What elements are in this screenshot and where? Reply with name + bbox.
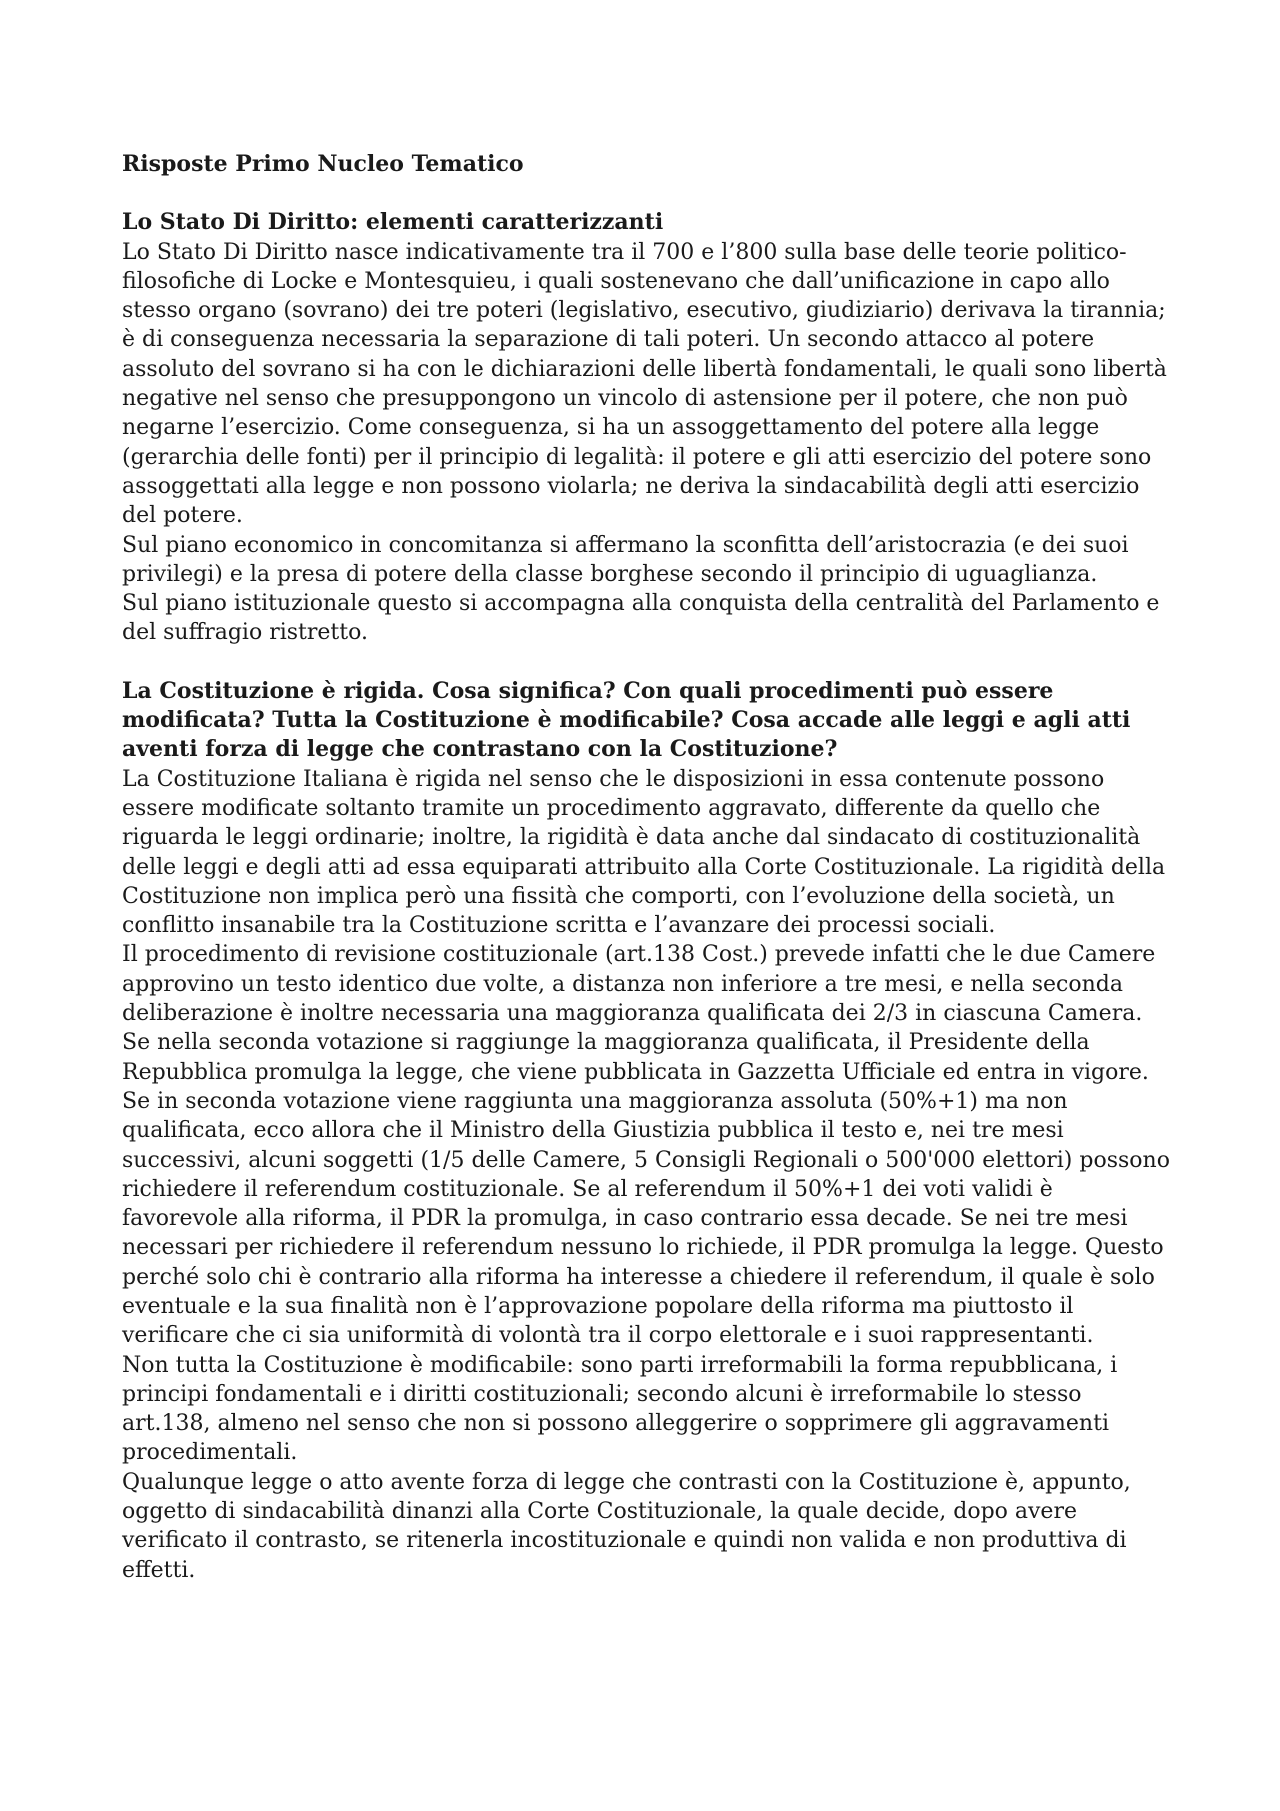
document-title: Risposte Primo Nucleo Tematico [122,151,524,177]
paragraph: La Costituzione Italiana è rigida nel senso che le disposizioni in essa contenute possono essere modificate soltanto tramite un procedimento aggravato, differente da quello che riguarda le leggi ordinarie; inoltre, la rigidità è data anche dal sindacato di costituzionalità delle leggi e degli atti ad essa equiparati attribuito alla Corte Costituzionale. La rigidità della Costituzione non implica però una fissità che comporti, con l’evoluzione della società, un conflitto insanabile tra la Costituzione scritta e l’avanzare dei processi sociali. [122,766,1166,939]
document-page [122,150,1172,1614]
paragraph: Qualunque legge o atto avente forza di legge che contrasti con la Costituzione è, appunto, oggetto di sindacabilità dinanzi alla Corte Costituzionale, la quale decide, dopo avere verificato il contrasto, se ritenerla incostituzionale e quindi non valida e non produttiva di effetti. [122,1469,1131,1583]
section-heading: La Costituzione è rigida. Cosa significa? Con quali procedimenti può essere modificata? Tutta la Costituzione è modificabile? Cosa accade alle leggi e agli atti aventi forza di legge che contrastano con la Costituzione? [122,677,1131,763]
paragraph: Sul piano economico in concomitanza si affermano la sconfitta dell’aristocrazia (e dei suoi privilegi) e la presa di potere della classe borghese secondo il principio di uguaglianza. [122,532,1129,587]
paragraph: Sul piano istituzionale questo si accompagna alla conquista della centralità del Parlamento e del suffragio ristretto. [122,591,1160,646]
paragraph: Non tutta la Costituzione è modificabile: sono parti irreformabili la forma repubblicana, i principi fondamentali e i diritti costituzionali; secondo alcuni è irreformabile lo stesso art.138, almeno nel senso che non si possono alleggerire o sopprimere gli aggravamenti procedimentali. [122,1352,1118,1466]
paragraph: Il procedimento di revisione costituzionale (art.138 Cost.) prevede infatti che le due Camere approvino un testo identico due volte, a distanza non inferiore a tre mesi, e nella seconda deliberazione è inoltre necessaria una maggioranza qualificata dei 2/3 in ciascuna Camera. Se nella seconda votazione si raggiunge la maggioranza qualificata, il Presidente della Repubblica promulga la legge, che viene pubblicata in Gazzetta Ufficiale ed entra in vigore. Se in seconda votazione viene raggiunta una maggioranza assoluta (50%+1) ma non qualificata, ecco allora che il Ministro della Giustizia pubblica il testo e, nei tre mesi successivi, alcuni soggetti (1/5 delle Camere, 5 Consigli Regionali o 500'000 elettori) possono richiedere il referendum costituzionale. Se al referendum il 50%+1 dei voti validi è favorevole alla riforma, il PDR la promulga, in caso contrario essa decade. Se nei tre mesi necessari per richiedere il referendum nessuno lo richiede, il PDR promulga la legge. Questo perché solo chi è contrario alla riforma ha interesse a chiedere il referendum, il quale è solo eventuale e la sua finalità non è l’approvazione popolare della riforma ma piuttosto il verificare che ci sia uniformità di volontà tra il corpo elettorale e i suoi rappresentanti. [122,942,1170,1349]
section-stato-di-diritto [122,208,1172,647]
section-heading: Lo Stato Di Diritto: elementi caratterizzanti [122,209,664,236]
paragraph: Lo Stato Di Diritto nasce indicativamente tra il 700 e l’800 sulla base delle teorie politico-filosofiche di Locke e Montesquieu, i quali sostenevano che dall’unificazione in capo allo stesso organo (sovrano) dei tre poteri (legislativo, esecutivo, giudiziario) derivava la tirannia; è di conseguenza necessaria la separazione di tali poteri. Un secondo attacco al potere assoluto del sovrano si ha con le dichiarazioni delle libertà fondamentali, le quali sono libertà negative nel senso che presuppongono un vincolo di astensione per il potere, che non può negarne l’esercizio. Come conseguenza, si ha un assoggettamento del potere alla legge (gerarchia delle fonti) per il principio di legalità: il potere e gli atti esercizio del potere sono assoggettati alla legge e non possono violarla; ne deriva la sindacabilità degli atti esercizio del potere. [122,239,1167,529]
section-costituzione-rigida [122,677,1172,1585]
